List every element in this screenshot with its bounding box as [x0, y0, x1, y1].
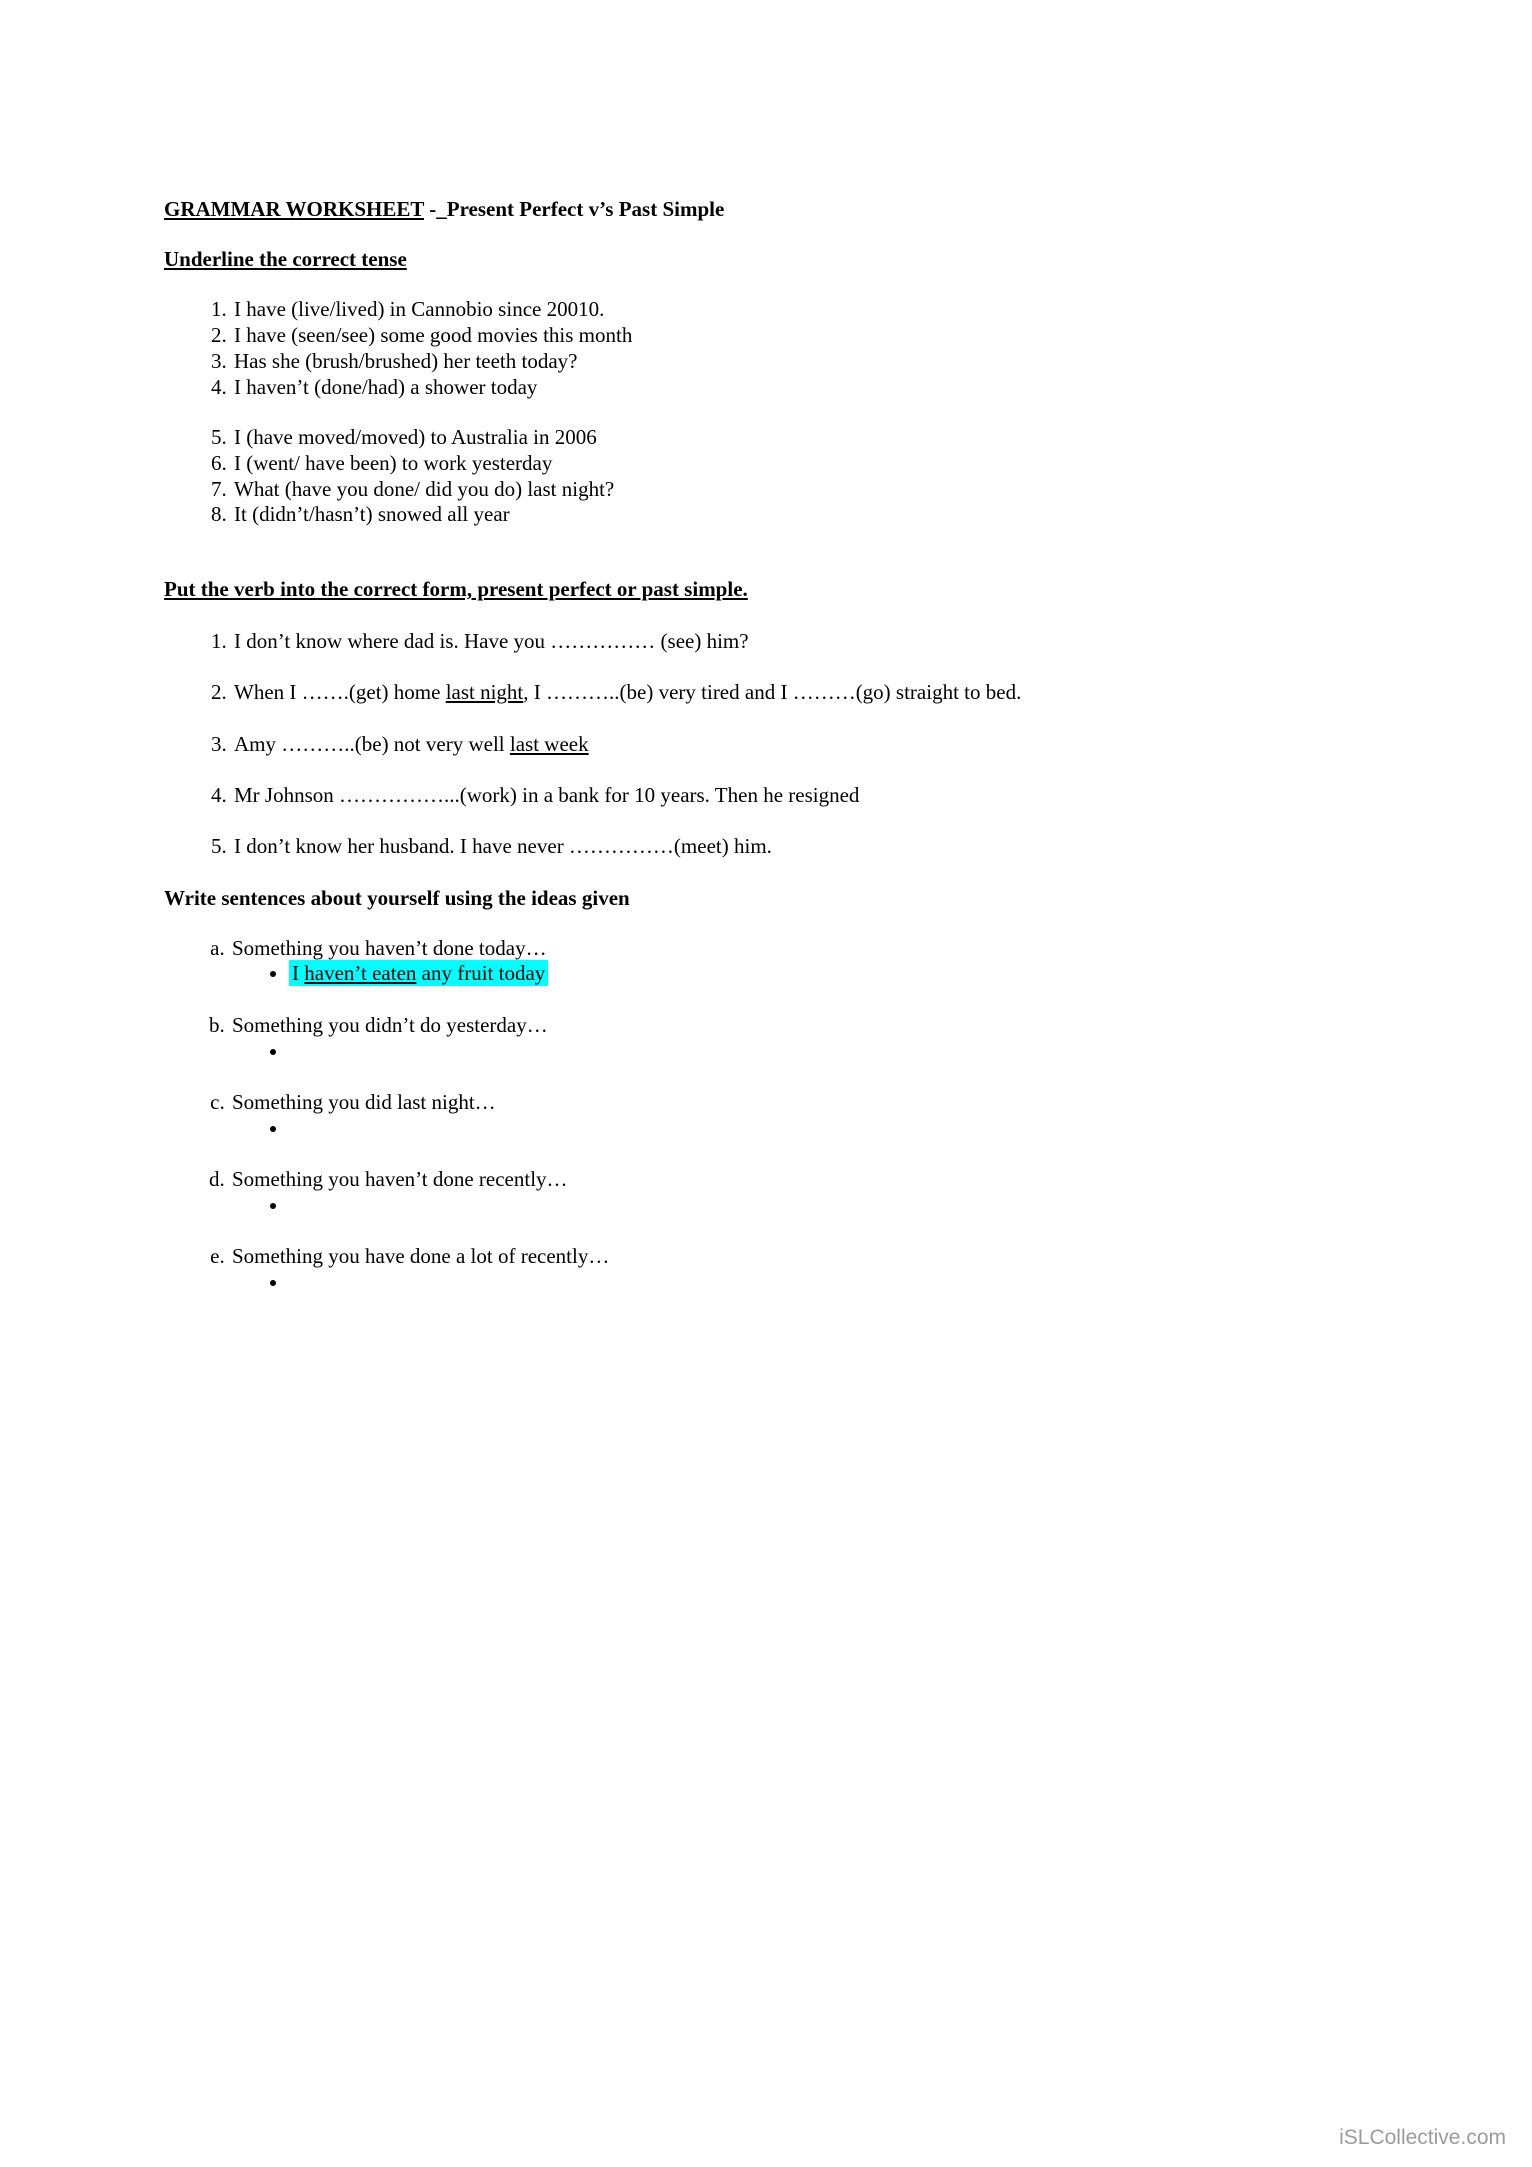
- exercise-item: 6. I (went/ have been) to work yesterday: [232, 451, 1382, 477]
- fill-in-item: [232, 629, 1044, 655]
- section1-heading: Underline the correct tense: [164, 246, 407, 271]
- example-text: I: [292, 961, 305, 986]
- section1-list-a: [164, 297, 1382, 400]
- answer-list: [232, 1270, 1382, 1296]
- fill-in-item: [232, 834, 1044, 860]
- fill-in-item: [232, 783, 1044, 809]
- answer-list: [232, 1039, 1382, 1065]
- prompt-item: [230, 1244, 1382, 1295]
- item-text: I don’t know where dad is. Have you …………… (see) him?: [234, 628, 749, 653]
- exercise-item: 2. I have (seen/see) some good movies this month: [232, 323, 1382, 349]
- example-text: any fruit today: [416, 961, 546, 986]
- item-text: Mr Johnson ……………...(work) in a bank for 10 years. Then he resigned: [234, 782, 860, 807]
- item-text: , I ………..(be) very tired and I ………(go) straight to bed.: [523, 680, 1022, 705]
- prompt-text: Something you haven’t done today…: [232, 935, 547, 960]
- exercise-item: 1. I have (live/lived) in Cannobio since 20010.: [232, 297, 1382, 323]
- fill-in-item: [232, 680, 1044, 706]
- item-underlined-text: last night: [445, 680, 524, 705]
- prompt-text: Something you haven’t done recently…: [232, 1166, 568, 1191]
- section1-list-b: [164, 425, 1382, 528]
- section2-heading: Put the verb into the correct form, present perfect or past simple.: [164, 577, 748, 602]
- exercise-item: 8. It (didn’t/hasn’t) snowed all year: [232, 502, 1382, 528]
- prompt-item: [230, 1090, 1382, 1141]
- highlighted-example: [289, 960, 548, 986]
- prompt-item: [230, 1013, 1382, 1064]
- item-text: Amy ………..(be) not very well: [234, 731, 510, 756]
- exercise-item: 4. I haven’t (done/had) a shower today: [232, 375, 1382, 401]
- prompt-text: Something you have done a lot of recently…: [232, 1244, 610, 1269]
- title-subtitle: -_Present Perfect v’s Past Simple: [424, 197, 725, 221]
- answer-bullet: [289, 1193, 1382, 1219]
- section2-list: [164, 629, 1044, 860]
- page-title: [164, 197, 1382, 223]
- footer-watermark: iSLCollective.com: [1339, 2126, 1506, 2150]
- section3-heading: Write sentences about yourself using the ideas given: [164, 886, 630, 910]
- exercise-item: 7. What (have you done/ did you do) last night?: [232, 477, 1382, 503]
- item-underlined-text: last week: [509, 731, 589, 756]
- item-text: When I …….(get) home: [234, 680, 446, 705]
- answer-list: [232, 1193, 1382, 1219]
- title-main: GRAMMAR WORKSHEET: [164, 197, 424, 221]
- example-underlined-text: haven’t eaten: [304, 961, 417, 986]
- answer-list: [232, 961, 1382, 987]
- exercise-item: 5. I (have moved/moved) to Australia in 2006: [232, 425, 1382, 451]
- prompt-item: [230, 936, 1382, 987]
- item-text: I don’t know her husband. I have never ……………(meet) him.: [234, 834, 772, 859]
- fill-in-item: [232, 732, 1044, 758]
- section3-list: [164, 936, 1382, 1296]
- prompt-text: Something you did last night…: [232, 1089, 496, 1114]
- answer-list: [232, 1116, 1382, 1142]
- answer-bullet: [289, 1270, 1382, 1296]
- answer-bullet: [289, 1039, 1382, 1065]
- exercise-item: 3. Has she (brush/brushed) her teeth today?: [232, 349, 1382, 375]
- answer-bullet: [289, 961, 1382, 987]
- prompt-text: Something you didn’t do yesterday…: [232, 1012, 548, 1037]
- prompt-item: [230, 1167, 1382, 1218]
- answer-bullet: [289, 1116, 1382, 1142]
